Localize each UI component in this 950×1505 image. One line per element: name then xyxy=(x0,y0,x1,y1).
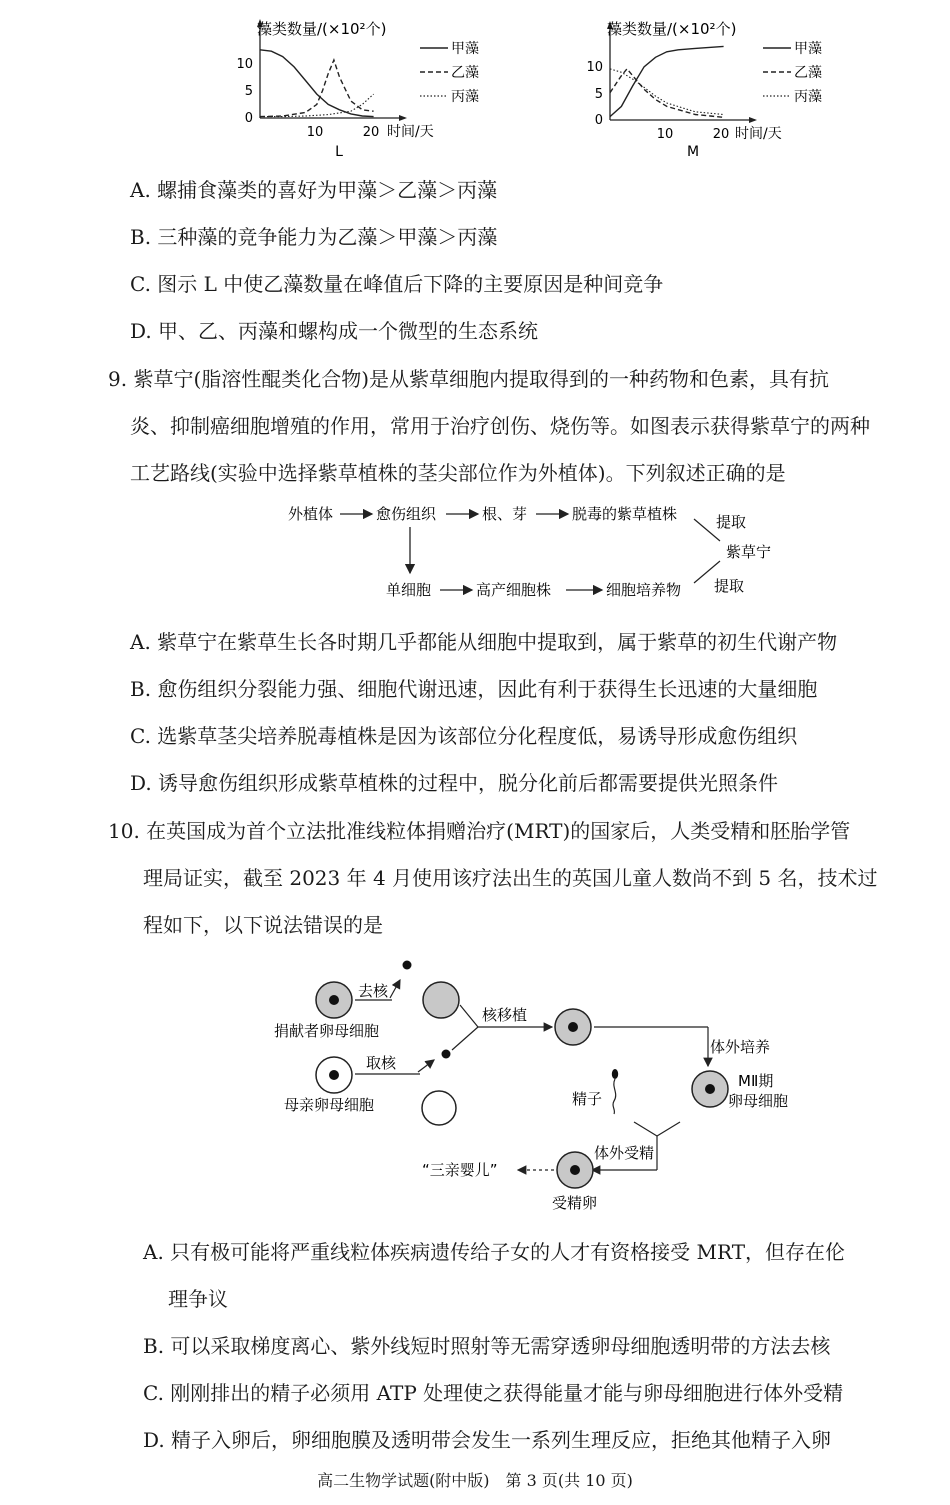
chart-l xyxy=(235,10,495,160)
q10-label-take-nucleus: 取核 xyxy=(366,1054,397,1072)
q8-option-c: C. 图示 L 中使乙藻数量在峰值后下降的主要原因是种间竞争 xyxy=(130,272,664,296)
q9-option-c: C. 选紫草茎尖培养脱毒植株是因为该部位分化程度低，易诱导形成愈伤组织 xyxy=(130,724,798,748)
chart-l-ytick-10: 10 xyxy=(236,57,253,72)
chart-l-series-2 xyxy=(260,60,374,117)
q9-label-extract-2: 提取 xyxy=(714,577,745,595)
q10-stem-line-1: 10. 在英国成为首个立法批准线粒体捐赠治疗(MRT)的国家后，人类受精和胚胎学管 xyxy=(108,819,851,843)
chart-m-ytick-10: 10 xyxy=(586,60,603,75)
chart-m xyxy=(585,10,845,160)
q9-node-single-cell: 单细胞 xyxy=(386,581,432,599)
q9-node-callus: 愈伤组织 xyxy=(376,505,437,523)
q10-label-in-vitro-culture: 体外培养 xyxy=(710,1038,771,1056)
sperm-tail-icon xyxy=(613,1079,616,1114)
q10-label-mii-2: 卵母细胞 xyxy=(728,1092,789,1110)
q10-mrt-diagram xyxy=(270,950,810,1220)
q10-label-baby: “三亲婴儿” xyxy=(422,1161,498,1179)
q10-label-sperm: 精子 xyxy=(572,1090,603,1108)
q9-option-b: B. 愈伤组织分裂能力强、细胞代谢迅速，因此有利于获得生长迅速的大量细胞 xyxy=(130,677,818,701)
q10-label-donor: 捐献者卵母细胞 xyxy=(274,1022,380,1040)
sperm-head-icon xyxy=(612,1069,618,1079)
q9-node-explant: 外植体 xyxy=(288,505,334,523)
reconstructed-nucleus xyxy=(568,1022,578,1032)
enucleated-mother-oocyte xyxy=(422,1091,456,1125)
q10-label-zygote: 受精卵 xyxy=(552,1194,598,1212)
mother-nucleus xyxy=(329,1070,339,1080)
q9-node-root-bud: 根、芽 xyxy=(482,505,528,523)
q9-node-high-yield: 高产细胞株 xyxy=(476,581,552,599)
q10-option-b: B. 可以采取梯度离心、紫外线短时照射等无需穿透卵母细胞透明带的方法去核 xyxy=(143,1334,831,1358)
q9-option-a: A. 紫草宁在紫草生长各时期几乎都能从细胞中提取到，属于紫草的初生代谢产物 xyxy=(130,630,838,654)
q9-node-culture: 细胞培养物 xyxy=(606,581,682,599)
merge-line-top xyxy=(460,1005,478,1027)
ivf-line-right xyxy=(657,1122,680,1136)
chart-l-legend-bing: 丙藻 xyxy=(451,89,479,105)
chart-l-ytick-0: 0 xyxy=(244,111,253,126)
chart-l-xtick-20: 20 xyxy=(362,125,380,140)
q9-node-product: 紫草宁 xyxy=(726,543,772,561)
chart-l-ytick-5: 5 xyxy=(244,84,253,99)
q10-option-a-line-1: A. 只有极可能将严重线粒体疾病遗传给子女的人才有资格接受 MRT，但存在伦 xyxy=(143,1240,846,1264)
q9-stem-line-3: 工艺路线(实验中选择紫草植株的茎尖部位作为外植体)。下列叙述正确的是 xyxy=(130,461,786,485)
q8-option-a: A. 螺捕食藻类的喜好为甲藻＞乙藻＞丙藻 xyxy=(130,178,498,202)
donor-nucleus xyxy=(329,995,339,1005)
q9-stem-line-2: 炎、抑制癌细胞增殖的作用，常用于治疗创伤、烧伤等。如图表示获得紫草宁的两种 xyxy=(130,414,870,438)
q10-stem-line-3: 程如下，以下说法错误的是 xyxy=(143,913,383,937)
chart-l-legend-jia: 甲藻 xyxy=(451,41,479,57)
take-nucleus-arrow xyxy=(418,1060,434,1072)
chart-l-series-1 xyxy=(260,50,374,117)
chart-m-legend-jia: 甲藻 xyxy=(794,41,822,57)
q9-node-plant: 脱毒的紫草植株 xyxy=(572,505,678,523)
q9-option-d: D. 诱导愈伤组织形成紫草植株的过程中，脱分化前后都需要提供光照条件 xyxy=(130,771,779,795)
chart-l-title: L xyxy=(335,144,343,160)
mii-nucleus xyxy=(705,1084,715,1094)
zygote-nucleus xyxy=(570,1165,580,1175)
chart-l-series-3 xyxy=(260,94,374,117)
q10-label-ivf: 体外受精 xyxy=(594,1144,655,1162)
q9-label-extract-1: 提取 xyxy=(716,513,747,531)
q8-option-b: B. 三种藻的竞争能力为乙藻＞甲藻＞丙藻 xyxy=(130,225,498,249)
q10-option-d: D. 精子入卵后，卵细胞膜及透明带会发生一系列生理反应，拒绝其他精子入卵 xyxy=(143,1428,832,1452)
q10-label-mother: 母亲卵母细胞 xyxy=(284,1096,375,1114)
chart-m-ytick-0: 0 xyxy=(594,113,603,128)
chart-m-series-3 xyxy=(610,69,724,115)
q10-option-c: C. 刚刚排出的精子必须用 ATP 处理使之获得能量才能与卵母细胞进行体外受精 xyxy=(143,1381,844,1405)
chart-m-xtick-10: 10 xyxy=(656,127,674,142)
chart-l-xtick-10: 10 xyxy=(306,125,324,140)
chart-m-legend-yi: 乙藻 xyxy=(794,65,822,81)
chart-l-legend-yi: 乙藻 xyxy=(451,65,479,81)
q9-flow-diagram xyxy=(280,495,800,610)
chart-m-x-arrow-icon xyxy=(749,117,757,123)
chart-l-xlabel: 时间/天 xyxy=(387,124,434,140)
merge-line-bottom xyxy=(452,1027,478,1050)
chart-l-x-arrow-icon xyxy=(399,115,407,121)
chart-m-xtick-20: 20 xyxy=(712,127,730,142)
q10-option-a-line-2: 理争议 xyxy=(168,1287,228,1311)
chart-m-title: M xyxy=(686,144,700,160)
enucleated-donor-oocyte xyxy=(423,982,459,1018)
chart-m-xlabel: 时间/天 xyxy=(735,126,782,142)
chart-m-ylabel: 藻类数量/(×10²个) xyxy=(607,20,737,38)
chart-m-ytick-5: 5 xyxy=(594,87,603,102)
chart-m-legend-bing: 丙藻 xyxy=(794,89,822,105)
q8-option-d: D. 甲、乙、丙藻和螺构成一个微型的生态系统 xyxy=(130,319,539,343)
q10-label-mii-1: MⅡ期 xyxy=(738,1072,774,1090)
q10-label-enucleate: 去核 xyxy=(358,982,389,1000)
page-footer: 高二生物学试题(附中版) 第 3 页(共 10 页) xyxy=(317,1471,633,1490)
ivf-line-left xyxy=(634,1122,657,1136)
q10-stem-line-2: 理局证实，截至 2023 年 4 月使用该疗法出生的英国儿童人数尚不到 5 名，技术过 xyxy=(143,866,878,890)
chart-l-ylabel: 藻类数量/(×10²个) xyxy=(257,20,387,38)
enucleate-arrow xyxy=(390,980,400,998)
q10-label-transplant: 核移植 xyxy=(482,1006,528,1024)
taken-nucleus xyxy=(442,1050,451,1059)
removed-nucleus-1 xyxy=(403,961,412,970)
q9-stem-line-1: 9. 紫草宁(脂溶性醌类化合物)是从紫草细胞内提取得到的一种药物和色素，具有抗 xyxy=(108,367,830,391)
